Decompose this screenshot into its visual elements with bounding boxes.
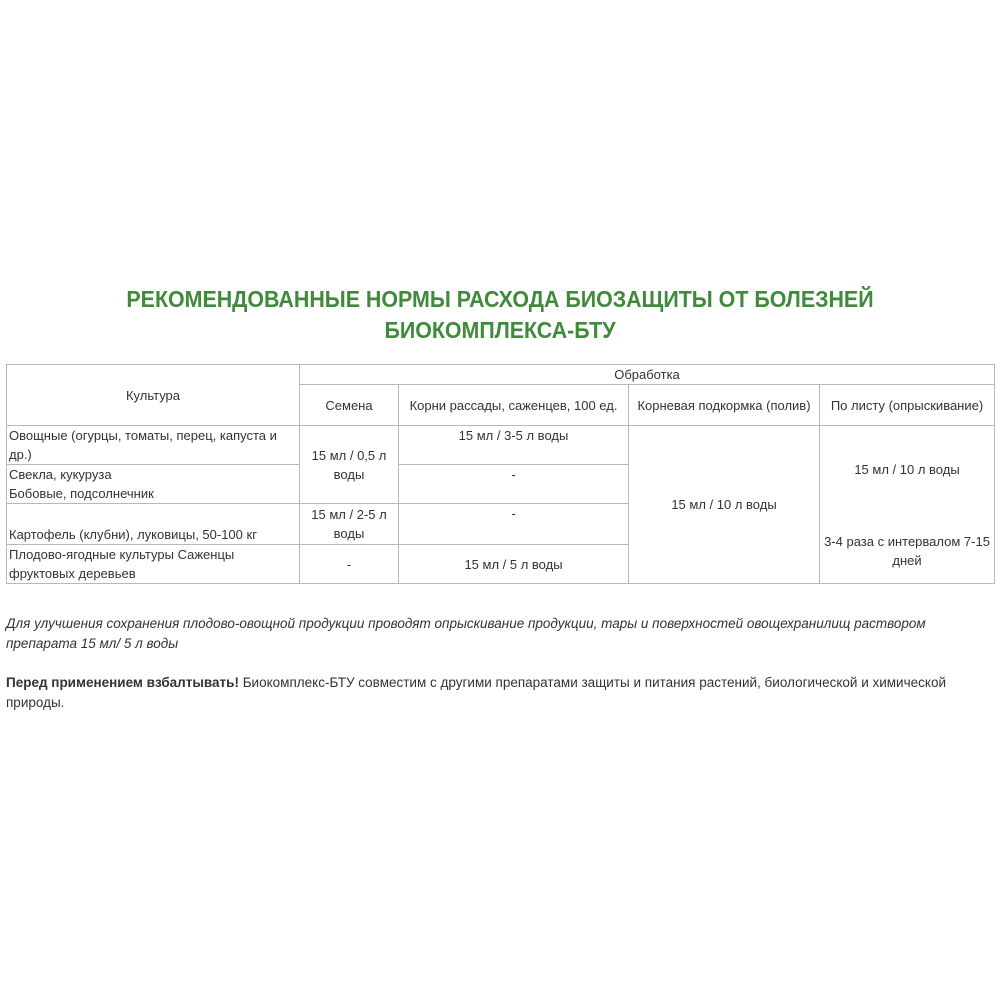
title-line-1: РЕКОМЕНДОВАННЫЕ НОРМЫ РАСХОДА БИОЗАЩИТЫ ОТ БОЛЕЗНЕЙ	[126, 286, 874, 312]
warning-text: Биокомплекс-БТУ совместим с другими препаратами защиты и питания растений, биологической и химической природы.	[6, 675, 946, 710]
culture-cell	[7, 465, 300, 504]
page-title	[35, 284, 965, 346]
foliar-rate: 15 мл / 10 л воды	[854, 461, 960, 477]
storage-note: Для улучшения сохранения плодово-овощной продукции проводят опрыскивание продукции, тары и поверхностей овощехранилищ раствором препарата 15 мл/ 5 л воды	[6, 616, 926, 651]
header-root-feeding: Корневая подкормка (полив)	[629, 385, 820, 426]
title-line-2: БИОКОМПЛЕКСА-БТУ	[384, 317, 616, 343]
header-treatment: Обработка	[300, 365, 995, 385]
warning-bold: Перед применением взбалтывать!	[6, 675, 239, 690]
seeds-cell: -	[300, 545, 399, 584]
header-foliar: По листу (опрыскивание)	[820, 385, 995, 426]
header-roots: Корни рассады, саженцев, 100 ед.	[399, 385, 629, 426]
culture-line: Свекла, кукуруза	[9, 467, 112, 482]
foliar-cell	[820, 426, 995, 584]
culture-cell: Картофель (клубни), луковицы, 50-100 кг	[7, 504, 300, 545]
table-header-row	[7, 365, 995, 385]
header-seeds: Семена	[300, 385, 399, 426]
foliar-interval: 3-4 раза с интервалом 7-15 дней	[824, 533, 990, 568]
roots-cell: 15 мл / 5 л воды	[399, 545, 629, 584]
table-row	[7, 426, 995, 465]
roots-cell: -	[399, 465, 629, 504]
culture-cell: Плодово-ягодные культуры Саженцы фруктовых деревьев	[7, 545, 300, 584]
root-feeding-cell: 15 мл / 10 л воды	[629, 426, 820, 584]
seeds-cell: 15 мл / 0,5 л воды	[300, 426, 399, 504]
culture-line: Бобовые, подсолнечник	[9, 486, 154, 501]
header-culture: Культура	[7, 365, 300, 426]
usage-warning	[6, 673, 991, 713]
roots-cell: 15 мл / 3-5 л воды	[399, 426, 629, 465]
culture-cell: Овощные (огурцы, томаты, перец, капуста и др.)	[7, 426, 300, 465]
seeds-cell: 15 мл / 2-5 л воды	[300, 504, 399, 545]
norms-table	[6, 364, 995, 584]
roots-cell: -	[399, 504, 629, 545]
